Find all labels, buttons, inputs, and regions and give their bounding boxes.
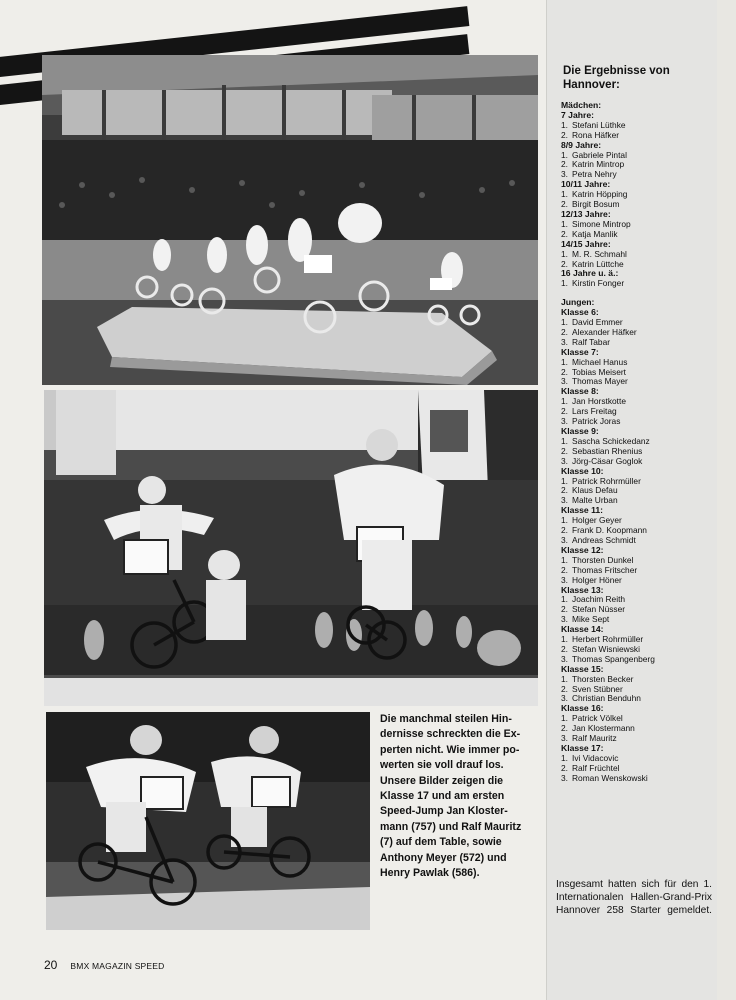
page-number: 20 (44, 958, 58, 972)
result-entry: 2. Katrin Mintrop (561, 159, 625, 170)
result-entry: 2. Tobias Meisert (561, 366, 626, 377)
result-entry: 2. Klaus Defau (561, 485, 618, 496)
class-heading: 8/9 Jahre: (561, 139, 602, 150)
result-entry: 1. David Emmer (561, 317, 623, 328)
result-entry: 3. Patrick Joras (561, 416, 621, 427)
result-entry: 3. Thomas Spangenberg (561, 653, 655, 664)
class-heading: Klasse 11: (561, 505, 604, 516)
class-heading: Klasse 17: (561, 743, 604, 753)
class-heading: Klasse 15: (561, 663, 604, 674)
result-entry: 2. Stefan Nüsser (561, 604, 626, 615)
results-title: Die Ergebnisse von Hannover: (563, 65, 670, 91)
result-entry: 3. Roman Wenskowski (561, 772, 648, 783)
class-heading: 16 Jahre u. ä.: (561, 268, 619, 279)
result-entry: 3. Ralf Tabar (561, 336, 611, 347)
result-entry: 1. Patrick Völkel (561, 713, 623, 724)
magazine-name: BMX MAGAZIN SPEED (70, 961, 165, 971)
result-entry: 3. Christian Benduhn (561, 693, 641, 704)
result-entry: 2. Stefan Wisniewski (561, 643, 640, 654)
class-heading: Klasse 13: (561, 584, 604, 595)
class-heading: Klasse 9: (561, 426, 599, 436)
result-entry: 1. Stefani Lüthke (561, 119, 626, 130)
photo-class-17 (46, 712, 370, 930)
class-heading: 7 Jahre: (561, 109, 594, 120)
photo-speed-jump (44, 390, 538, 706)
group-heading-jungen: Jungen: (561, 297, 595, 308)
class-heading: 10/11 Jahre: (561, 179, 611, 190)
result-entry: 1. Michael Hanus (561, 356, 628, 367)
class-heading: Klasse 14: (561, 624, 604, 635)
group-heading-maedchen: Mädchen: (561, 100, 602, 110)
result-entry: 3. Holger Höner (561, 574, 622, 585)
result-entry: 3. Jörg-Cäsar Goglok (561, 455, 643, 466)
result-entry: 2. Katja Manlik (561, 228, 618, 239)
result-entry: 1. Herbert Rohrmüller (561, 634, 644, 645)
result-entry: 3. Mike Sept (561, 614, 610, 625)
class-heading: Klasse 10: (561, 465, 604, 476)
result-entry: 1. Thorsten Becker (561, 673, 634, 684)
result-entry: 3. Andreas Schmidt (561, 534, 636, 545)
class-heading: 14/15 Jahre: (561, 238, 611, 249)
result-entry: 1. Katrin Höpping (561, 189, 628, 200)
result-entry: 2. Sven Stübner (561, 683, 623, 694)
facing-page-edge (716, 0, 736, 1000)
class-heading: Klasse 7: (561, 346, 599, 357)
class-heading: Klasse 8: (561, 386, 599, 397)
result-entry: 1. Patrick Rohrmüller (561, 475, 641, 486)
result-entry: 1. Holger Geyer (561, 515, 622, 526)
results-list (561, 101, 713, 784)
result-entry: 2. Lars Freitag (561, 406, 617, 417)
result-entry: 1. M. R. Schmahl (561, 248, 627, 259)
result-entry: 2. Rona Häfker (561, 129, 620, 140)
result-entry: 2. Birgit Bosum (561, 199, 620, 210)
class-heading: Klasse 16: (561, 703, 604, 714)
result-entry: 1. Sascha Schickedanz (561, 435, 650, 446)
result-entry: 2. Ralf Früchtel (561, 762, 620, 773)
result-entry: 3. Petra Nehry (561, 169, 617, 180)
result-entry: 1. Simone Mintrop (561, 218, 631, 229)
result-entry: 1. Thorsten Dunkel (561, 554, 634, 565)
result-entry: 2. Sebastian Rhenius (561, 445, 643, 456)
summary-text: Insgesamt hatten sich für den 1. Internationalen Hallen-Grand-Prix Hannover 258 Starter gemeldet. (556, 879, 712, 917)
result-entry: 1. Jan Horstkotte (561, 396, 626, 407)
result-entry: 2. Katrin Lüttche (561, 258, 624, 269)
page-footer (44, 958, 165, 972)
photo-arena-start (42, 55, 538, 385)
result-entry: 2. Alexander Häfker (561, 326, 637, 337)
result-entry: 1. Joachim Reith (561, 594, 626, 605)
class-heading: Klasse 6: (561, 307, 599, 318)
class-heading: Klasse 12: (561, 544, 604, 555)
result-entry: 1. Kirstin Fonger (561, 278, 625, 289)
class-heading: 12/13 Jahre: (561, 208, 611, 219)
result-entry: 2. Thomas Fritscher (561, 564, 638, 575)
result-entry: 3. Thomas Mayer (561, 376, 628, 387)
result-entry: 3. Ralf Mauritz (561, 733, 617, 744)
result-entry: 1. Ivi Vidacovic (561, 752, 619, 763)
result-entry: 2. Frank D. Koopmann (561, 525, 647, 536)
photo-caption: Die manchmal steilen Hin- dernisse schreckten die Ex- perten nicht. Wie immer po- werten sie voll drauf los. Unsere Bilder zeigen die Klasse 17 und am ersten Speed-Jump Jan Kloster- mann (757) und Ralf Mauritz (7) auf dem Table, sowie Anthony Meyer (572) und Henry Pawlak (586). (380, 713, 522, 880)
result-entry: 3. Malte Urban (561, 495, 618, 506)
result-entry: 1. Gabriele Pintal (561, 149, 627, 160)
result-entry: 2. Jan Klostermann (561, 723, 635, 734)
